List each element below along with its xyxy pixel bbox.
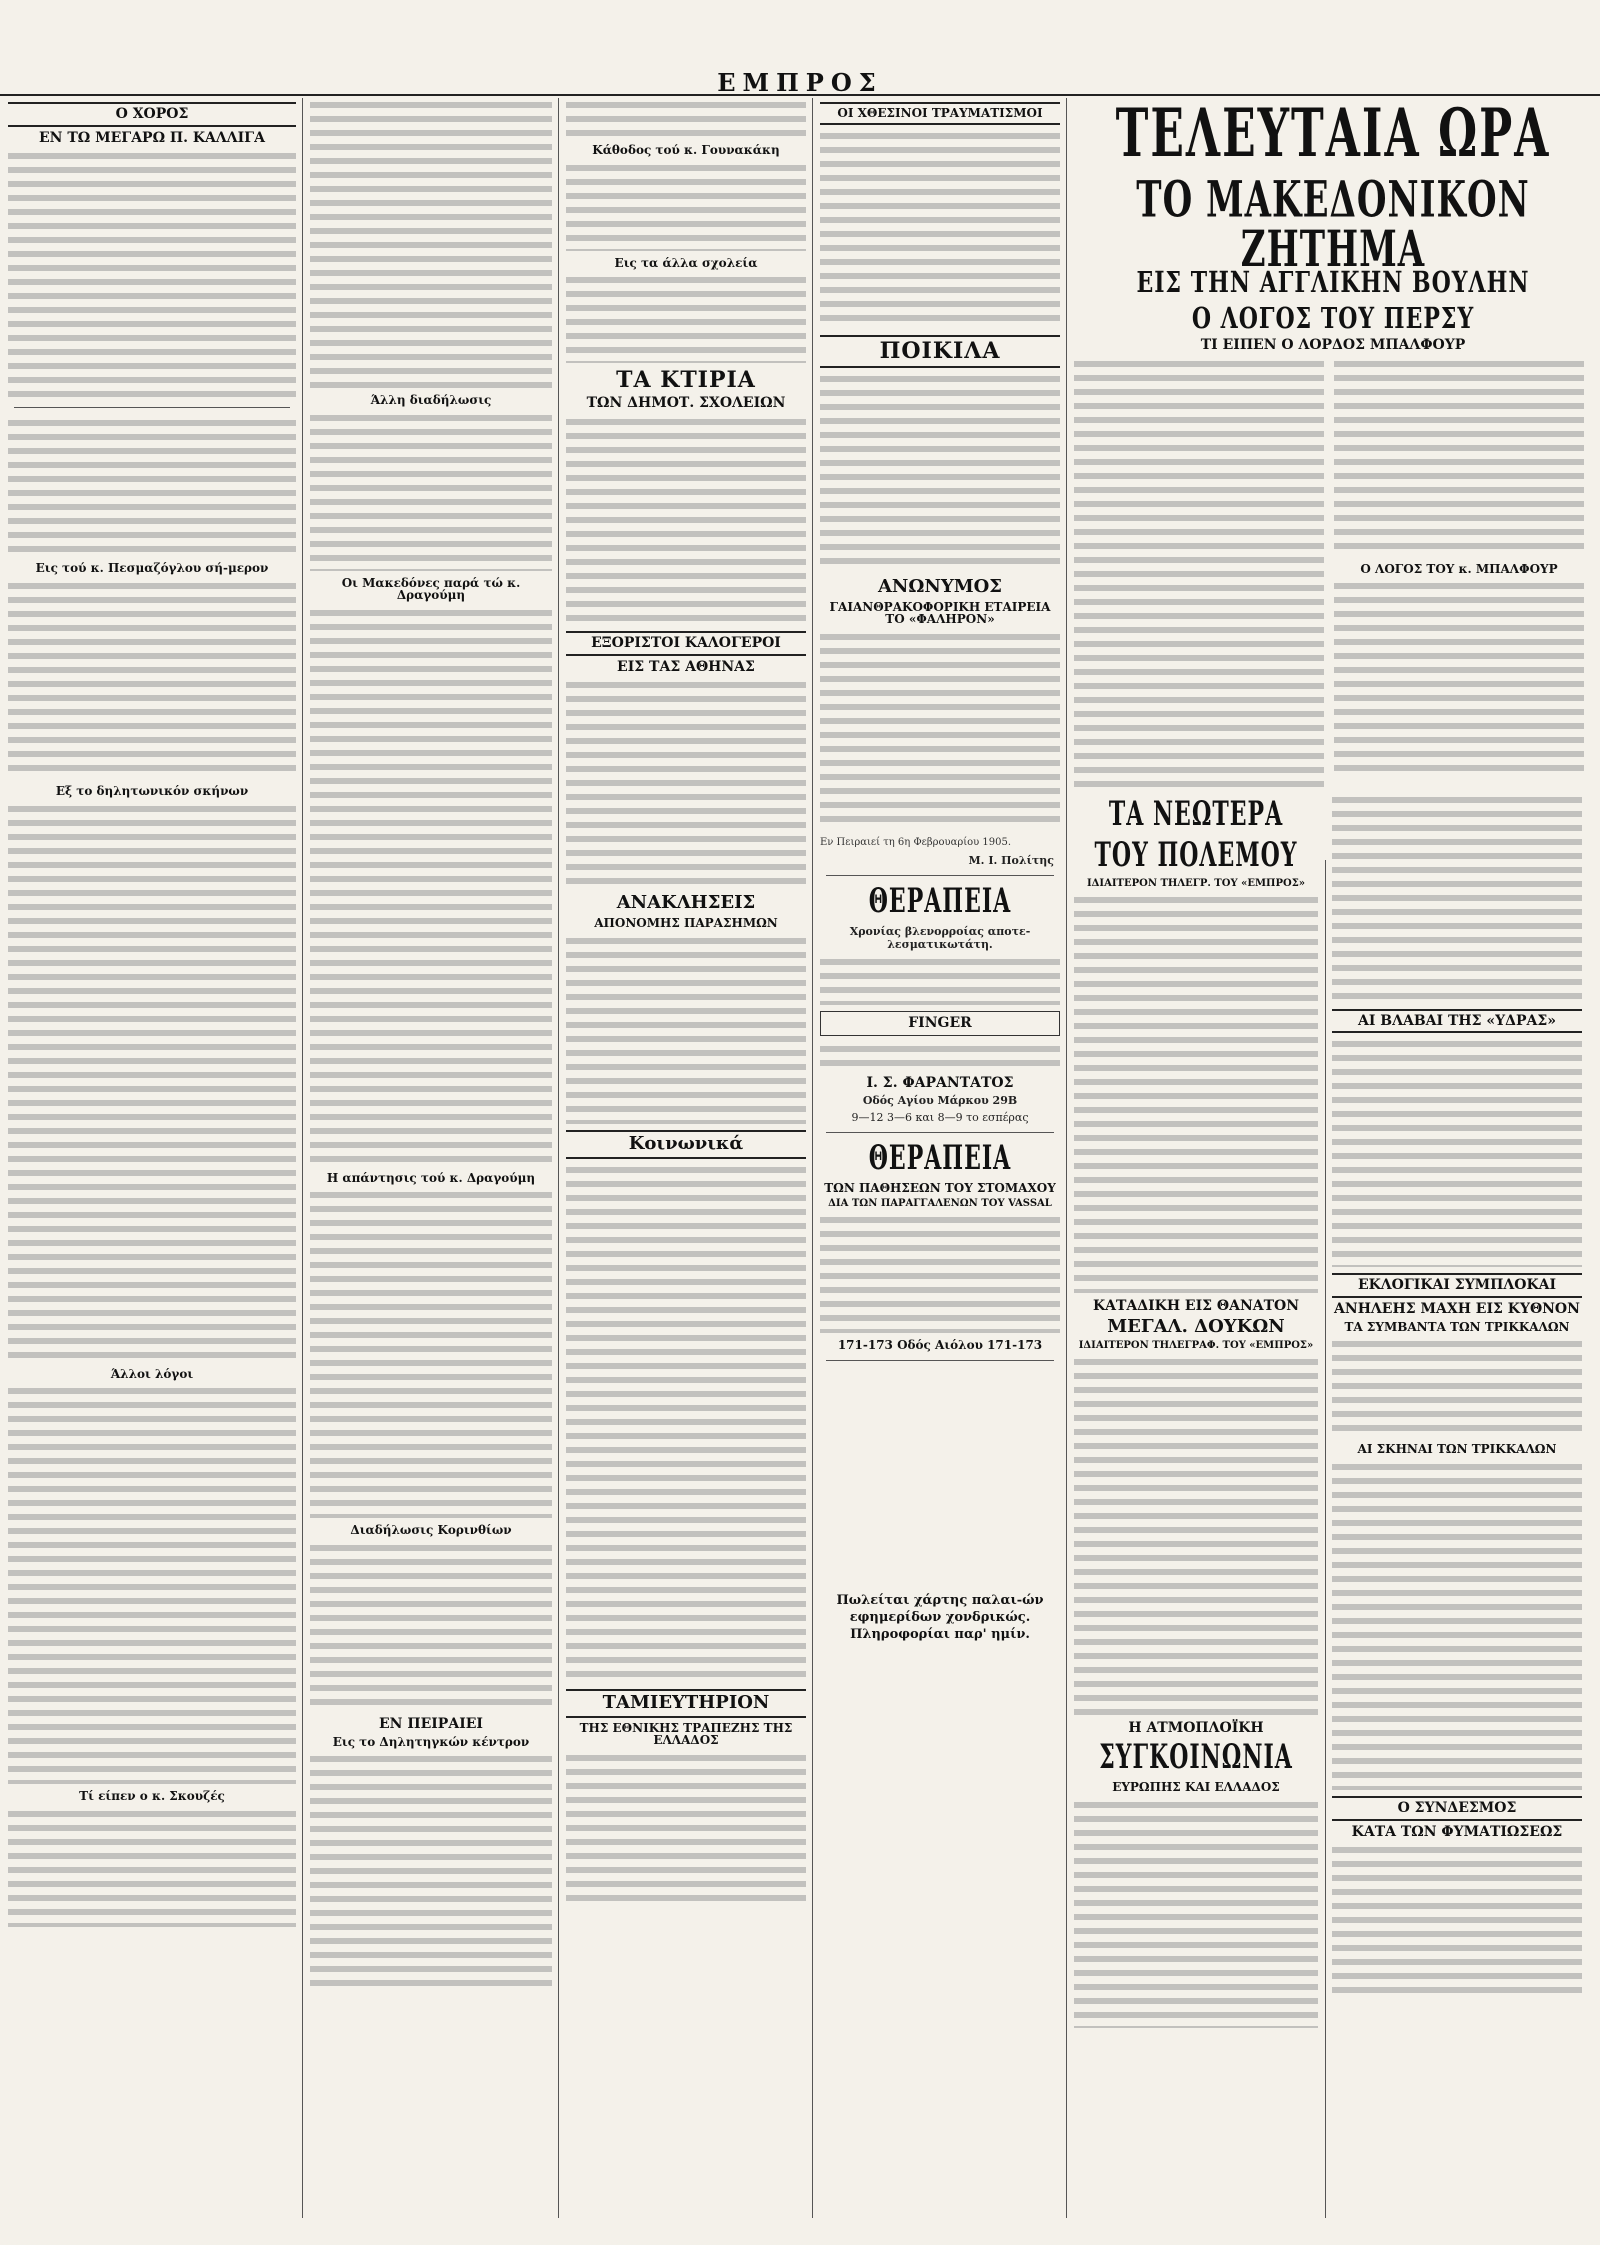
headline-katadiki: ΚΑΤΑΔΙΚΗ ΕΙΣ ΘΑΝΑΤΟΝ (1092, 1298, 1300, 1315)
article-text (1332, 1337, 1582, 1437)
masthead-title: ΕΜΠΡΟΣ (717, 68, 883, 97)
lower-right (1332, 793, 1582, 2034)
farantatos-address: Οδός Αγίου Μάρκου 29Β (862, 1094, 1018, 1108)
headline-mpalfour: ΤΙ ΕΙΠΕΝ Ο ΛΟΡΔΟΣ ΜΠΑΛΦΟΥΡ (1200, 337, 1466, 353)
headline-trikkalon: ΤΑ ΣΥΜΒΑΝΤΑ ΤΩΝ ΤΡΙΚΚΑΛΩΝ (1344, 1319, 1570, 1334)
article-text (566, 98, 806, 138)
headline-faliron: ΓΑΙΑΝΘΡΑΚΟΦΟΡΙΚΗ ΕΤΑΙΡΕΙΑ ΤΟ «ΦΑΛΗΡΟΝ» (829, 599, 1051, 627)
article-text (566, 161, 806, 251)
divider (826, 875, 1054, 876)
headline-vouli: ΕΙΣ ΤΗΝ ΑΓΓΛΙΚΗΝ ΒΟΥΛΗΝ (1136, 266, 1530, 300)
column-4 (820, 98, 1060, 2218)
subheading: Άλλοι λόγοι (110, 1366, 194, 1381)
atmoploiki-sub: ΕΥΡΩΠΗΣ ΚΑΙ ΕΛΛΑΔΟΣ (1112, 1780, 1280, 1795)
headline-ekloges: ΕΚΛΟΓΙΚΑΙ ΣΥΜΠΛΟΚΑΙ (1332, 1273, 1582, 1298)
farantatos-hours: 9—12 3—6 και 8—9 το εσπέρας (851, 1111, 1029, 1125)
article-text (820, 630, 1060, 830)
article-text (1332, 1843, 1582, 1993)
article-text (8, 416, 296, 556)
headline-megaro: ΕΝ ΤΩ ΜΕΓΑΡΩ Π. ΚΑΛΛΙΓΑ (38, 129, 265, 146)
therapeia-stomaxou: ΤΩΝ ΠΑΘΗΣΕΩΝ ΤΟΥ ΣΤΟΜΑΧΟΥ (824, 1181, 1056, 1196)
subheading: Η απάντησις τού κ. Δραγούμη (326, 1170, 536, 1185)
headline-sygkoinonia: ΣΥΓΚΟΙΝΩΝΙΑ (1099, 1737, 1293, 1778)
headline-syndesmos: Ο ΣΥΝΔΕΣΜΟΣ (1332, 1796, 1582, 1821)
subheading: Εις τα άλλα σχολεία (614, 255, 758, 270)
article-text (1334, 579, 1584, 779)
article-text (310, 1752, 552, 1992)
headline-neotera: ΤΑ ΝΕΩΤΕΡΑ (1108, 793, 1284, 834)
article-text (1074, 1798, 1318, 2028)
column-rule (558, 98, 559, 2218)
headline-poikila: ΠΟΙΚΙΛΑ (820, 335, 1060, 368)
headline-ktiria: ΤΑ ΚΤΙΡΙΑ (616, 367, 756, 394)
finger-ad: FINGER (820, 1011, 1060, 1036)
article-text (566, 678, 806, 888)
article-text (566, 1163, 806, 1683)
headline-makedoniko: ΤΟ ΜΑΚΕΔΟΝΙΚΟΝ ΖΗΤΗΜΑ (1136, 171, 1530, 279)
article-text (8, 1807, 296, 1927)
subheading: Εις το Δηλητηγκών κέντρον (332, 1734, 530, 1749)
article-text (8, 1384, 296, 1784)
section-heading: ΕΝ ΠΕΙΡΑΙΕΙ (379, 1715, 483, 1732)
article-text (310, 1541, 552, 1711)
katadiki-sub: ΙΔΙΑΙΤΕΡΟΝ ΤΗΛΕΓΡΑΦ. ΤΟΥ «ΕΜΠΡΟΣ» (1078, 1339, 1314, 1351)
column-2 (310, 98, 552, 2218)
masthead-rule (0, 94, 1600, 96)
subheading: Εξ το δηλητωνικόν σκήνων (55, 783, 249, 798)
article-text (1332, 1037, 1582, 1267)
subheading: Οι Μακεδόνες παρά τώ κ. Δραγούμη (341, 575, 521, 603)
therapeia-subtitle: Χρονίας βλενορροίας αποτε-λεσματικωτάτη. (849, 924, 1031, 951)
article-text (566, 934, 806, 1124)
article-text (1332, 793, 1582, 1003)
divider (826, 1132, 1054, 1133)
column-3 (566, 98, 806, 2218)
lead-right (1334, 357, 1584, 793)
date-line: Εν Πειραιεί τη 6η Φεβρουαρίου 1905. (820, 836, 1012, 848)
headline-atmoploiki: Η ΑΤΜΟΠΛΟΪΚΗ (1128, 1720, 1264, 1737)
farantatos-name: Ι. Σ. ΦΑΡΑΝΤΑΤΟΣ (866, 1074, 1014, 1091)
subheading: Άλλη διαδήλωσις (370, 393, 492, 407)
article-text (1332, 1460, 1582, 1790)
article-text (566, 273, 806, 363)
column-1 (8, 98, 296, 2218)
article-text (820, 129, 1060, 329)
headline-athinas: ΕΙΣ ΤΑΣ ΑΘΗΝΑΣ (617, 658, 755, 675)
article-text (1074, 357, 1324, 787)
article-text (310, 98, 552, 388)
headline-choros: Ο ΧΟΡΟΣ (8, 102, 296, 127)
article-text (820, 372, 1060, 572)
headline-therapeia: ΘΕΡΑΠΕΙΑ (868, 880, 1012, 921)
column-rule (812, 98, 813, 2218)
aiolou-address: 171-173 Οδός Αιόλου 171-173 (837, 1338, 1043, 1353)
subheading: Εις τού κ. Πεσμαζόγλου σή-μερον (35, 561, 269, 576)
article-text (566, 1751, 806, 1901)
column-rule (1066, 98, 1067, 2218)
divider (14, 407, 290, 408)
headline-anonymos: ΑΝΩΝΥΜΟΣ (877, 575, 1003, 597)
headline-anakliseis: ΑΝΑΚΛΗΣΕΙΣ (616, 892, 756, 914)
article-text (1334, 357, 1584, 557)
article-text (820, 1213, 1060, 1333)
article-text (1074, 893, 1318, 1293)
article-text (820, 1042, 1060, 1070)
therapeia-vassal: ΔΙΑ ΤΩΝ ΠΑΡΑΓΓΑΛΕΝΩΝ ΤΟΥ VASSAL (828, 1197, 1052, 1209)
article-text (8, 579, 296, 779)
paper-sale-ad: Πωλείται χάρτης παλαι-ών εφημερίδων χονδρικώς. Πληροφορίαι παρ' ημίν. (836, 1593, 1044, 1642)
signature: Μ. Ι. Πολίτης (968, 853, 1054, 867)
lead-left (1074, 357, 1324, 793)
divider (826, 1360, 1054, 1361)
headline-teleutaia-ora: ΤΕΛΕΥΤΑΙΑ ΩΡΑ (1115, 98, 1551, 173)
lower-two-columns (1074, 793, 1592, 2034)
headline-parasimon: ΑΠΟΝΟΜΗΣ ΠΑΡΑΣΗΜΩΝ (594, 916, 778, 931)
article-text (310, 606, 552, 1166)
article-text (310, 1188, 552, 1518)
headline-koinonika: Κοινωνικά (566, 1130, 806, 1159)
headline-therapeia-2: ΘΕΡΑΠΕΙΑ (868, 1138, 1012, 1179)
article-text (8, 802, 296, 1362)
subheading: Διαδήλωσις Κορινθίων (350, 1523, 512, 1538)
column-rule (302, 98, 303, 2218)
headline-kythnon: ΑΝΗΛΕΗΣ ΜΑΧΗ ΕΙΣ ΚΥΘΝΟΝ (1334, 1301, 1580, 1318)
neotera-sub: ΙΔΙΑΙΤΕΡΟΝ ΤΗΛΕΓΡ. ΤΟΥ «ΕΜΠΡΟΣ» (1086, 877, 1306, 889)
headline-travmatismoi: ΟΙ ΧΘΕΣΙΝΟΙ ΤΡΑΥΜΑΤΙΣΜΟΙ (820, 102, 1060, 125)
lower-left (1074, 793, 1318, 2034)
headline-vlabai: ΑΙ ΒΛΑΒΑΙ ΤΗΣ «ΥΔΡΑΣ» (1332, 1009, 1582, 1034)
headline-polemou: ΤΟΥ ΠΟΛΕΜΟΥ (1094, 834, 1298, 875)
headline-sxoleion: ΤΩΝ ΔΗΜΟΤ. ΣΧΟΛΕΙΩΝ (586, 395, 786, 412)
column-5 (1074, 98, 1592, 2218)
headline-tamieutirion: ΤΑΜΙΕΥΤΗΡΙΟΝ (566, 1689, 806, 1718)
headline-fymatioseos: ΚΑΤΑ ΤΩΝ ΦΥΜΑΤΙΩΣΕΩΣ (1351, 1823, 1563, 1840)
subheading: Ο ΛΟΓΟΣ ΤΟΥ κ. ΜΠΑΛΦΟΥΡ (1360, 561, 1558, 576)
article-text (820, 955, 1060, 1005)
headline-skinai: ΑΙ ΣΚΗΝΑΙ ΤΩΝ ΤΡΙΚΚΑΛΩΝ (1357, 1442, 1557, 1457)
headline-trapezis: ΤΗΣ ΕΘΝΙΚΗΣ ΤΡΑΠΕΖΗΣ ΤΗΣ ΕΛΛΑΔΟΣ (579, 1720, 793, 1748)
article-text (566, 415, 806, 625)
lead-two-columns (1074, 357, 1592, 793)
blank-space (820, 1369, 1060, 1589)
article-text (310, 411, 552, 571)
headline-logos-persy: Ο ΛΟΓΟΣ ΤΟΥ ΠΕΡΣΥ (1191, 302, 1475, 336)
subheading: Κάθοδος τού κ. Γουνακάκη (592, 143, 780, 157)
headline-doukon: ΜΕΓΑΛ. ΔΟΥΚΩΝ (1107, 1316, 1285, 1338)
subheading: Τί είπεν ο κ. Σκουζές (79, 1789, 225, 1804)
headline-kalogeroi: ΕΞΟΡΙΣΤΟΙ ΚΑΛΟΓΕΡΟΙ (566, 631, 806, 656)
article-text (8, 149, 296, 399)
article-text (1074, 1355, 1318, 1715)
